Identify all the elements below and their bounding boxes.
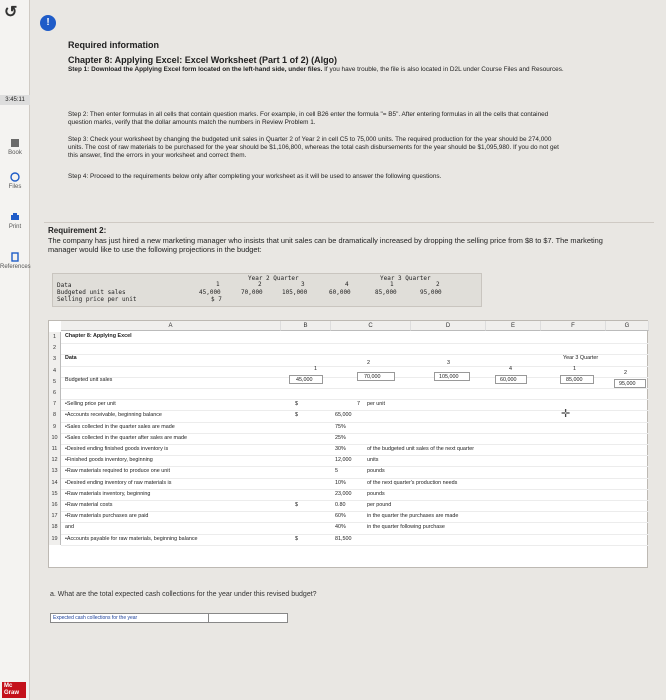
- section-divider: [44, 222, 654, 223]
- input-value[interactable]: 75%: [335, 423, 346, 430]
- sales-value: 85,000: [375, 289, 397, 296]
- input-value[interactable]: 12,000: [335, 457, 352, 464]
- references-icon: [10, 252, 20, 262]
- price-label: Selling price per unit: [57, 296, 137, 303]
- grid-line: [61, 343, 649, 344]
- section-title: Required information: [68, 40, 160, 50]
- row-header[interactable]: 12: [49, 455, 61, 466]
- input-value[interactable]: 5: [335, 468, 338, 475]
- row-header[interactable]: 19: [49, 534, 61, 545]
- grid-line: [61, 489, 649, 490]
- quarter-label: 3: [301, 281, 305, 288]
- column-header[interactable]: E: [486, 321, 541, 331]
- cell-a5[interactable]: Budgeted unit sales: [65, 377, 113, 383]
- row-label[interactable]: •Accounts receivable, beginning balance: [65, 412, 162, 419]
- input-value[interactable]: 23,000: [335, 490, 352, 497]
- expected-cash-collections-input[interactable]: [208, 613, 288, 623]
- grid-line: [61, 534, 649, 535]
- row-label[interactable]: •Accounts payable for raw materials, beginning balance: [65, 535, 198, 542]
- year2-header: Year 2 Quarter: [248, 275, 299, 282]
- input-value[interactable]: 25%: [335, 434, 346, 441]
- row-header[interactable]: 15: [49, 489, 61, 500]
- column-header[interactable]: C: [331, 321, 411, 331]
- column-header[interactable]: A: [61, 321, 281, 331]
- quarter-number[interactable]: 1: [573, 366, 576, 372]
- grid-line: [61, 466, 649, 467]
- dollar-sign: $: [295, 412, 298, 419]
- dollar-sign: $: [295, 502, 298, 508]
- cursor-crosshair-icon: ✛: [561, 408, 571, 420]
- row-header[interactable]: 11: [49, 444, 61, 455]
- row-label[interactable]: •Sales collected in the quarter after sales are made: [65, 434, 188, 441]
- sales-value: 70,000: [241, 289, 263, 296]
- row-note: of the next quarter's production needs: [367, 479, 458, 486]
- row-header[interactable]: 18: [49, 522, 61, 533]
- input-value[interactable]: 30%: [335, 446, 346, 452]
- grid-line: [61, 545, 649, 546]
- sales-value: 45,000: [199, 289, 221, 296]
- quarter-number[interactable]: 4: [509, 366, 512, 372]
- grid-line: [61, 522, 649, 523]
- sales-input[interactable]: 70,000: [357, 372, 395, 381]
- input-value[interactable]: 81,500: [335, 535, 352, 542]
- row-label[interactable]: •Sales collected in the quarter sales are made: [65, 423, 175, 430]
- grid-line: [61, 433, 649, 434]
- input-value[interactable]: 7: [357, 401, 360, 408]
- price-value: $ 7: [211, 296, 222, 303]
- row-label[interactable]: •Raw material costs: [65, 502, 113, 508]
- row-header[interactable]: 4: [49, 366, 61, 377]
- print-icon: [10, 212, 20, 222]
- step-1: Step 1: Download the Applying Excel form located on the left-hand side, under files. If you have trouble, the file is also located in D2L under Course Files and Resources.: [68, 66, 564, 73]
- sales-input[interactable]: 45,000: [289, 375, 323, 384]
- quarter-label: 2: [258, 281, 262, 288]
- quarter-number[interactable]: 2: [367, 360, 370, 366]
- sidebar-item-files[interactable]: Files: [0, 172, 30, 190]
- row-header[interactable]: 8: [49, 410, 61, 421]
- row-label[interactable]: •Desired ending finished goods inventory is: [65, 446, 169, 452]
- row-header[interactable]: 5: [49, 377, 61, 388]
- grid-line: [61, 366, 649, 367]
- back-arrow-icon[interactable]: ↺: [4, 4, 18, 21]
- row-note: units: [367, 457, 379, 464]
- quarter-number[interactable]: 1: [314, 366, 317, 372]
- row-label[interactable]: •Raw materials inventory, beginning: [65, 490, 151, 497]
- row-label[interactable]: •Raw materials required to produce one unit: [65, 468, 170, 475]
- sales-input[interactable]: 60,000: [495, 375, 527, 384]
- row-note: per pound: [367, 502, 392, 508]
- row-note: pounds: [367, 468, 385, 475]
- row-header[interactable]: 9: [49, 422, 61, 433]
- step-3: Step 3: Check your worksheet by changing the budgeted unit sales in Quarter 2 of Year 2 in cell C5 to 75,000 units. The required production for the year should be 274,000 units. The cost of raw materials to be purchased for the year should be $1,106,800, whereas the total cash disbursements for the year should be $1,095,980. If you do not get this answer, find the errors in your worksheet and correct them.: [68, 136, 559, 159]
- quarter-number[interactable]: 2: [624, 370, 627, 376]
- quarter-label: 1: [390, 281, 394, 288]
- sidebar-item-book[interactable]: Book: [0, 138, 30, 156]
- input-value[interactable]: 40%: [335, 524, 346, 531]
- sales-label: Budgeted unit sales: [57, 289, 126, 296]
- mcgraw-logo: Mc Graw: [2, 682, 26, 698]
- row-header[interactable]: 3: [49, 354, 61, 365]
- sidebar-item-print[interactable]: Print: [0, 212, 30, 230]
- column-header[interactable]: D: [411, 321, 486, 331]
- sales-value: 95,000: [420, 289, 442, 296]
- grid-line: [61, 422, 649, 423]
- step-2: Step 2: Then enter formulas in all cells that contain question marks. For example, in cell B26 enter the formula "= B5". After entering formulas in all the cells that contained question marks, verify that the dollar amounts match the numbers in Review Problem 1.: [68, 111, 549, 126]
- quarter-label: 1: [216, 281, 220, 288]
- sales-input[interactable]: 95,000: [614, 379, 646, 388]
- grid-line: [61, 399, 649, 400]
- cell-a3[interactable]: Data: [65, 355, 77, 361]
- left-sidebar: [0, 0, 30, 700]
- alert-icon: !: [40, 15, 56, 31]
- quarter-label: 4: [345, 281, 349, 288]
- worksheet: [48, 320, 648, 568]
- row-note: pounds: [367, 490, 385, 497]
- grid-line: [61, 478, 649, 479]
- sales-value: 105,000: [282, 289, 308, 296]
- row-header[interactable]: 10: [49, 433, 61, 444]
- row-label[interactable]: •Selling price per unit: [65, 401, 116, 408]
- row-note: in the quarter the purchases are made: [367, 513, 459, 520]
- grid-line: [61, 511, 649, 512]
- row-header[interactable]: 14: [49, 478, 61, 489]
- row-header[interactable]: 7: [49, 399, 61, 410]
- grid-line: [61, 388, 649, 389]
- grid-line: [61, 500, 649, 501]
- dollar-sign: $: [295, 401, 298, 408]
- cell-a1[interactable]: Chapter 8: Applying Excel: [65, 333, 132, 339]
- sales-input[interactable]: 105,000: [434, 372, 470, 381]
- row-label[interactable]: •Desired ending inventory of raw materials is: [65, 479, 172, 486]
- year3-quarter-label[interactable]: Year 3 Quarter: [563, 355, 599, 361]
- row-header[interactable]: 16: [49, 500, 61, 511]
- files-icon: [10, 172, 20, 182]
- answer-label-cell: Expected cash collections for the year: [50, 613, 220, 623]
- row-header[interactable]: 13: [49, 466, 61, 477]
- quarter-label: 2: [436, 281, 440, 288]
- sales-input[interactable]: 85,000: [560, 375, 594, 384]
- column-header[interactable]: G: [606, 321, 649, 331]
- grid-line: [61, 455, 649, 456]
- row-note: in the quarter following purchase: [367, 524, 445, 531]
- row-header[interactable]: 1: [49, 332, 61, 343]
- sales-value: 60,000: [329, 289, 351, 296]
- year3-header: Year 3 Quarter: [380, 275, 431, 282]
- step-4: Step 4: Proceed to the requirements below only after completing your worksheet as it will be used to answer the following questions.: [68, 173, 442, 180]
- sidebar-item-references[interactable]: References: [0, 252, 30, 270]
- row-note: of the budgeted unit sales of the next quarter: [367, 446, 474, 452]
- column-header[interactable]: F: [541, 321, 606, 331]
- grid-line: [61, 444, 649, 445]
- row-header[interactable]: 17: [49, 511, 61, 522]
- dollar-sign: $: [295, 535, 298, 542]
- input-value[interactable]: 0.80: [335, 502, 346, 508]
- column-header[interactable]: B: [281, 321, 331, 331]
- requirement-text: The company has just hired a new marketing manager who insists that unit sales can be dramatically increased by dropping the selling price from $8 to $7. The marketing manager would like to use the following projections in the budget:: [48, 236, 603, 254]
- input-value[interactable]: 65,000: [335, 412, 352, 419]
- data-label: Data: [57, 282, 72, 289]
- input-value[interactable]: 10%: [335, 479, 346, 486]
- row-label[interactable]: •Finished goods inventory, beginning: [65, 457, 153, 464]
- book-icon: [10, 138, 20, 148]
- grid-line: [61, 354, 649, 355]
- row-label[interactable]: and: [65, 524, 74, 531]
- quarter-number[interactable]: 3: [447, 360, 450, 366]
- requirement-title: Requirement 2:: [48, 226, 107, 235]
- row-header[interactable]: 6: [49, 388, 61, 399]
- row-note: per unit: [367, 401, 385, 408]
- input-value[interactable]: 60%: [335, 513, 346, 520]
- row-header[interactable]: 2: [49, 343, 61, 354]
- timer: 3:45:11: [0, 95, 30, 105]
- chapter-title: Chapter 8: Applying Excel: Excel Worksheet (Part 1 of 2) (Algo): [68, 55, 338, 65]
- row-label[interactable]: •Raw materials purchases are paid: [65, 513, 149, 520]
- projection-table: [52, 273, 482, 307]
- question-text: a. What are the total expected cash collections for the year under this revised budget?: [50, 591, 317, 598]
